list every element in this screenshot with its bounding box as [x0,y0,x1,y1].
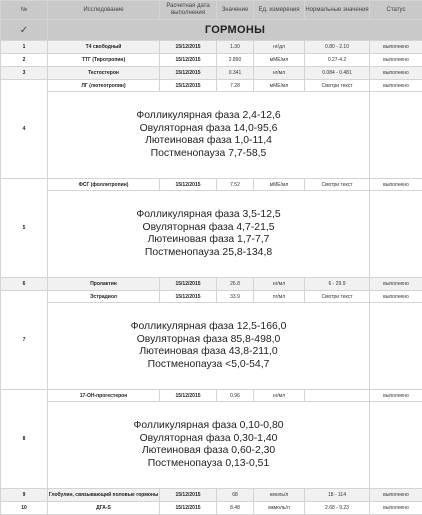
header-norm: Нормальные значения [305,1,370,20]
row-unit: нг/мл [254,278,305,291]
reference-line: Лютеиновая фаза 1,0-11,4 [48,135,369,148]
table-row [1,80,422,92]
reference-row [1,402,422,489]
reference-ranges [48,92,370,179]
row-status: выполнено [370,390,422,402]
reference-line: Постменопауза 0,13-0,51 [48,458,369,471]
empty-cell [370,191,422,278]
row-value: 0.96 [217,390,254,402]
reference-row [1,191,422,278]
row-num: 3 [1,67,48,80]
row-test-name: Тестостерон [48,67,160,80]
row-test-name: ДГА-S [48,502,160,515]
row-num: 8 [1,390,48,489]
row-value: 26.8 [217,278,254,291]
row-date: 15/12/2015 [160,179,217,191]
row-status: выполнено [370,41,422,54]
reference-line: Лютеиновая фаза 43,8-211,0 [48,346,369,359]
row-unit: нг/мл [254,390,305,402]
row-unit: пг/мл [254,291,305,303]
row-date: 15/12/2015 [160,489,217,502]
row-norm: Смотри текст [305,179,370,191]
row-norm: 2.68 - 9.23 [305,502,370,515]
row-test-name: Глобулин, связывающий половые гормоны [48,489,160,502]
row-status: выполнено [370,291,422,303]
row-value: 33.9 [217,291,254,303]
reference-line: Фолликулярная фаза 12,5-166,0 [48,321,369,334]
row-value: 68 [217,489,254,502]
row-date: 15/12/2015 [160,54,217,67]
empty-cell [370,303,422,390]
reference-line: Лютеиновая фаза 0,60-2,30 [48,445,369,458]
reference-line: Фолликулярная фаза 2,4-12,6 [48,110,369,123]
table-row [1,390,422,402]
row-test-name: 17-ОН-прогестерон [48,390,160,402]
row-value: 0.341 [217,67,254,80]
reference-line: Овуляторная фаза 0,30-1,40 [48,433,369,446]
row-value: 7.28 [217,80,254,92]
reference-row [1,303,422,390]
row-num: 6 [1,278,48,291]
row-num: 4 [1,80,48,179]
reference-line: Постменопауза <5,0-54,7 [48,359,369,372]
reference-line: Фолликулярная фаза 3,5-12,5 [48,209,369,222]
table-row [1,54,422,67]
row-status: выполнено [370,80,422,92]
row-value: 8.48 [217,502,254,515]
row-num: 5 [1,179,48,278]
table-row [1,179,422,191]
header-num: № [1,1,48,20]
row-test-name: ЛГ (лютеотропин) [48,80,160,92]
row-test-name: Пролактин [48,278,160,291]
row-date: 15/12/2015 [160,291,217,303]
row-num: 10 [1,502,48,515]
reference-line: Постменопауза 7,7-58,5 [48,148,369,161]
row-num: 7 [1,291,48,390]
row-test-name: Т4 свободный [48,41,160,54]
row-date: 15/12/2015 [160,80,217,92]
row-norm: Смотри текст [305,80,370,92]
header-test: Исследование [48,1,160,20]
row-date: 15/12/2015 [160,67,217,80]
row-date: 15/12/2015 [160,278,217,291]
reference-line: Овуляторная фаза 4,7-21,5 [48,222,369,235]
row-date: 15/12/2015 [160,41,217,54]
row-norm: 0.27-4.2 [305,54,370,67]
reference-line: Овуляторная фаза 14,0-95,6 [48,123,369,136]
table-row [1,291,422,303]
row-status: выполнено [370,502,422,515]
empty-cell [370,402,422,489]
row-date: 15/12/2015 [160,502,217,515]
header-unit: Ед. измерения [254,1,305,20]
empty-cell [370,92,422,179]
row-num: 9 [1,489,48,502]
table-row [1,67,422,80]
row-status: выполнено [370,489,422,502]
row-unit: мкмоль/л [254,502,305,515]
header-status: Статус [370,1,422,20]
row-test-name: Эстрадиол [48,291,160,303]
row-value: 2.890 [217,54,254,67]
reference-line: Постменопауза 25,8-134,8 [48,247,369,260]
row-test-name: ФСГ (фоллитропин) [48,179,160,191]
section-row [1,20,422,41]
row-norm: 0.80 - 2.10 [305,41,370,54]
row-unit: нмоль/л [254,489,305,502]
row-norm [305,390,370,402]
row-value: 7.52 [217,179,254,191]
reference-ranges [48,191,370,278]
reference-ranges [48,303,370,390]
row-unit: нг/дл [254,41,305,54]
row-unit: мМЕ/мл [254,179,305,191]
row-num: 1 [1,41,48,54]
row-status: выполнено [370,179,422,191]
reference-ranges [48,402,370,489]
header-value: Значение [217,1,254,20]
reference-line: Фолликулярная фаза 0,10-0,80 [48,420,369,433]
row-norm: Смотри текст [305,291,370,303]
reference-row [1,92,422,179]
row-status: выполнено [370,67,422,80]
row-status: выполнено [370,278,422,291]
row-status: выполнено [370,54,422,67]
table-row [1,41,422,54]
header-row [1,1,422,20]
row-test-name: ТТГ (Тиротропин) [48,54,160,67]
check-icon: ✓ [1,20,48,41]
row-unit: мМЕ/мл [254,54,305,67]
row-value: 1.30 [217,41,254,54]
row-norm: 0.084 - 0.481 [305,67,370,80]
row-unit: мМЕ/мл [254,80,305,92]
row-date: 15/12/2015 [160,390,217,402]
row-unit: нг/мл [254,67,305,80]
table-row [1,502,422,515]
table-row [1,278,422,291]
row-norm: 18 - 114 [305,489,370,502]
reference-line: Овуляторная фаза 85,8-498,0 [48,334,369,347]
row-num: 2 [1,54,48,67]
header-date: Расчетная дата выполнения [160,1,217,20]
section-title: ГОРМОНЫ [48,20,422,41]
row-norm: 6 - 29.9 [305,278,370,291]
reference-line: Лютеиновая фаза 1,7-7,7 [48,234,369,247]
